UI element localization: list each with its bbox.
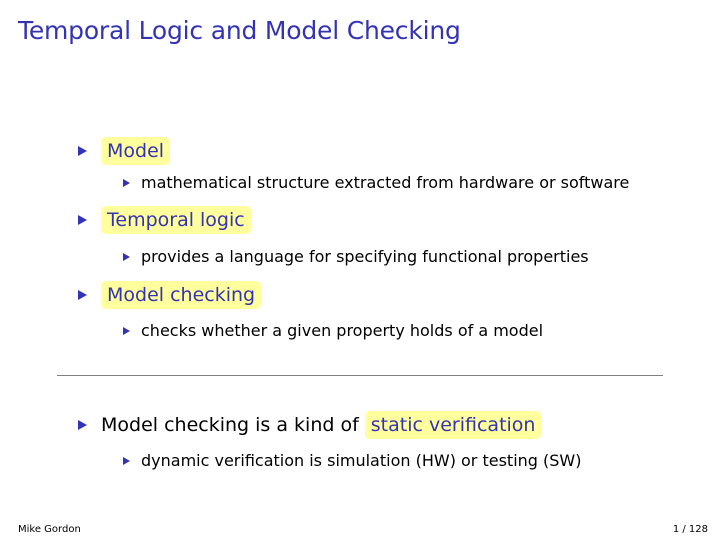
sub-bullet-dynamic-verification <box>123 450 581 472</box>
sub-bullet-text: checks whether a given property holds of a model <box>141 321 544 340</box>
bullet-arrow-icon <box>78 146 87 156</box>
bullet-label-temporal-logic: Temporal logic <box>101 206 251 234</box>
bullet-label-model: Model <box>101 137 170 165</box>
highlight-static-verification: static verification <box>365 411 542 439</box>
bullet-item-model <box>78 137 170 165</box>
bullet-arrow-icon <box>78 215 87 225</box>
sub-bullet-temporal-logic <box>123 246 589 268</box>
footer-author: Mike Gordon <box>18 524 81 535</box>
sub-bullet-arrow-icon <box>123 327 130 335</box>
sub-bullet-model-checking <box>123 320 543 342</box>
bullet-text: Model checking is a kind of <box>101 414 359 436</box>
sub-bullet-text: dynamic verification is simulation (HW) or testing (SW) <box>141 451 582 470</box>
sub-bullet-text: provides a language for specifying functional properties <box>141 247 589 266</box>
slide-title: Temporal Logic and Model Checking <box>18 16 461 45</box>
bullet-item-static-verification <box>78 411 541 439</box>
bullet-label-model-checking: Model checking <box>101 281 261 309</box>
bullet-item-model-checking <box>78 281 261 309</box>
sub-bullet-text: mathematical structure extracted from hardware or software <box>141 173 630 192</box>
bullet-arrow-icon <box>78 290 87 300</box>
sub-bullet-arrow-icon <box>123 457 130 465</box>
footer-page-number: 1 / 128 <box>672 524 708 535</box>
section-divider <box>57 375 663 376</box>
sub-bullet-arrow-icon <box>123 253 130 261</box>
bullet-arrow-icon <box>78 420 87 430</box>
bullet-item-temporal-logic <box>78 206 251 234</box>
sub-bullet-arrow-icon <box>123 179 130 187</box>
sub-bullet-model <box>123 172 629 194</box>
